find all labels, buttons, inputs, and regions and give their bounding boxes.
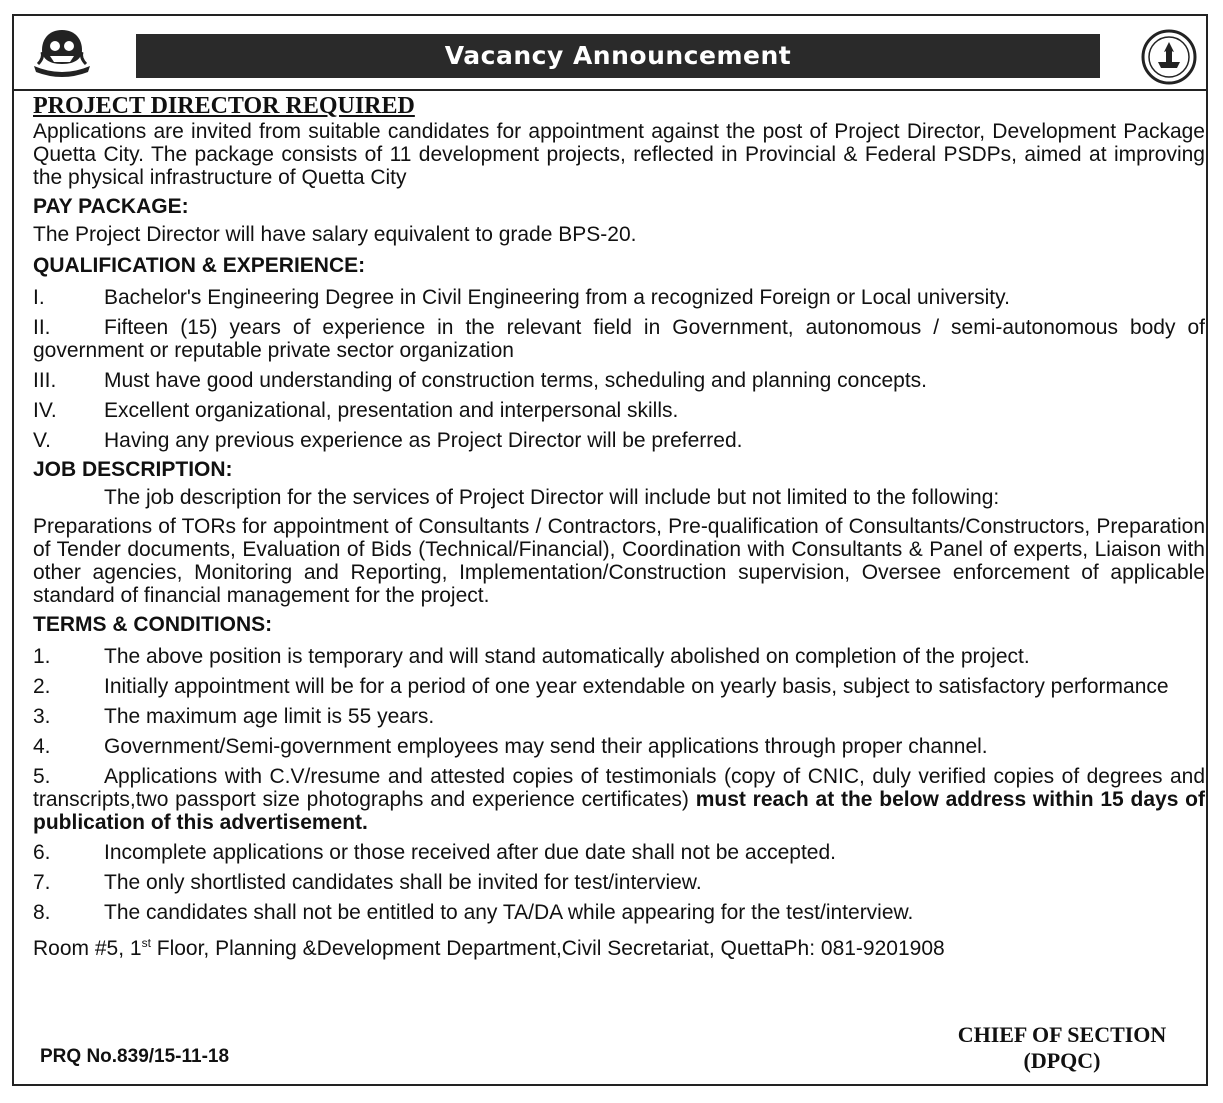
prq-number: PRQ No.839/15-11-18 — [40, 1046, 230, 1067]
list-item-number: 5. — [33, 765, 51, 788]
list-item-number: 1. — [33, 645, 51, 668]
list-item-number: I. — [33, 286, 45, 309]
list-item-text: The above position is temporary and will stand automatically abolished on completion of the project. — [104, 645, 1030, 668]
list-item-text: Incomplete applications or those received after due date shall not be accepted. — [104, 841, 836, 864]
list-item-number: 6. — [33, 841, 51, 864]
list-item — [33, 429, 1205, 452]
list-item-text: The only shortlisted candidates shall be invited for test/interview. — [104, 871, 702, 894]
terms-list — [33, 645, 1205, 924]
list-item — [33, 735, 1205, 758]
list-item-number: III. — [33, 369, 57, 392]
job-description-title: JOB DESCRIPTION: — [33, 458, 233, 481]
seal-right-icon — [1140, 28, 1198, 86]
job-description-lead: The job description for the services of Project Director will include but not limited to the following: — [104, 486, 1000, 509]
list-item — [33, 871, 1205, 894]
signature-office: (DPQC) — [1023, 1048, 1101, 1073]
job-description-text: Preparations of TORs for appointment of Consultants / Contractors, Pre-qualification of Consultants/Constructors, Preparation of Tender documents, Evaluation of Bids (Technical/Financial), Coordination with Consultants & Panel of experts, Liaison with other agencies, Monitoring and Reporting, Implementation/Construction supervision, Oversee enforcement of applicable standard of financial management for the project. — [33, 515, 1205, 607]
list-item-text: The candidates shall not be entitled to any TA/DA while appearing for the test/interview. — [104, 901, 914, 924]
list-item-text: Excellent organizational, presentation and interpersonal skills. — [104, 399, 679, 422]
signature-title: CHIEF OF SECTION — [957, 1022, 1167, 1047]
list-item — [33, 841, 1205, 864]
list-item-number: 3. — [33, 705, 51, 728]
list-item-text: Government/Semi-government employees may send their applications through proper channel. — [104, 735, 988, 758]
address-rest: Floor, Planning &Development Department,Civil Secretariat, QuettaPh: 081-9201908 — [150, 937, 945, 960]
list-item-number: 4. — [33, 735, 51, 758]
list-item-number: 2. — [33, 675, 51, 698]
list-item — [33, 765, 1205, 834]
list-item — [33, 645, 1205, 668]
list-item — [33, 399, 1205, 422]
qualification-title: QUALIFICATION & EXPERIENCE: — [33, 254, 366, 277]
terms-title: TERMS & CONDITIONS: — [33, 613, 273, 636]
list-item — [33, 675, 1205, 698]
list-item-text: The maximum age limit is 55 years. — [104, 705, 435, 728]
list-item — [33, 705, 1205, 728]
post-heading: PROJECT DIRECTOR REQUIRED — [33, 93, 415, 119]
list-item — [33, 286, 1205, 309]
list-item-number: 7. — [33, 871, 51, 894]
contact-address — [33, 930, 1205, 962]
header-divider — [14, 89, 1206, 91]
list-item — [33, 901, 1205, 924]
announcement-body — [33, 92, 1205, 962]
signature-block — [942, 1022, 1182, 1074]
list-item-text: Must have good understanding of construction terms, scheduling and planning concepts. — [104, 369, 928, 392]
list-item-number: IV. — [33, 399, 57, 422]
qualification-list — [33, 286, 1205, 452]
list-item-emphasis: must reach at the below address within 15 days of publication of this advertisement. — [33, 788, 1205, 834]
list-item-text: Initially appointment will be for a period of one year extendable on yearly basis, subject to satisfactory performance — [104, 675, 1169, 698]
address-superscript: st — [141, 936, 151, 950]
list-item-text: Bachelor's Engineering Degree in Civil Engineering from a recognized Foreign or Local university. — [104, 286, 1010, 309]
list-item-text: Applications with C.V/resume and attested copies of testimonials (copy of CNIC, duly verified copies of degrees and transcripts,two passport size photographs and experience certificates) — [33, 765, 1205, 811]
intro-paragraph: Applications are invited from suitable candidates for appointment against the post of Project Director, Development Package Quetta City. The package consists of 11 development projects, reflected in Provincial & Federal PSDPs, aimed at improving the physical infrastructure of Quetta City — [33, 120, 1205, 189]
pay-package-title: PAY PACKAGE: — [33, 195, 189, 218]
pay-package-text: The Project Director will have salary equivalent to grade BPS-20. — [33, 223, 637, 246]
list-item-number: II. — [33, 316, 51, 339]
list-item — [33, 369, 1205, 392]
emblem-left-icon — [30, 26, 94, 80]
list-item — [33, 316, 1205, 362]
list-item-text: Having any previous experience as Project Director will be preferred. — [104, 429, 743, 452]
list-item-number: 8. — [33, 901, 51, 924]
page-title: Vacancy Announcement — [136, 34, 1100, 78]
list-item-text: Fifteen (15) years of experience in the relevant field in Government, autonomous / semi-autonomous body of government or reputable private sector organization — [33, 316, 1205, 362]
list-item-number: V. — [33, 429, 51, 452]
address-prefix: Room #5, 1 — [33, 937, 142, 960]
